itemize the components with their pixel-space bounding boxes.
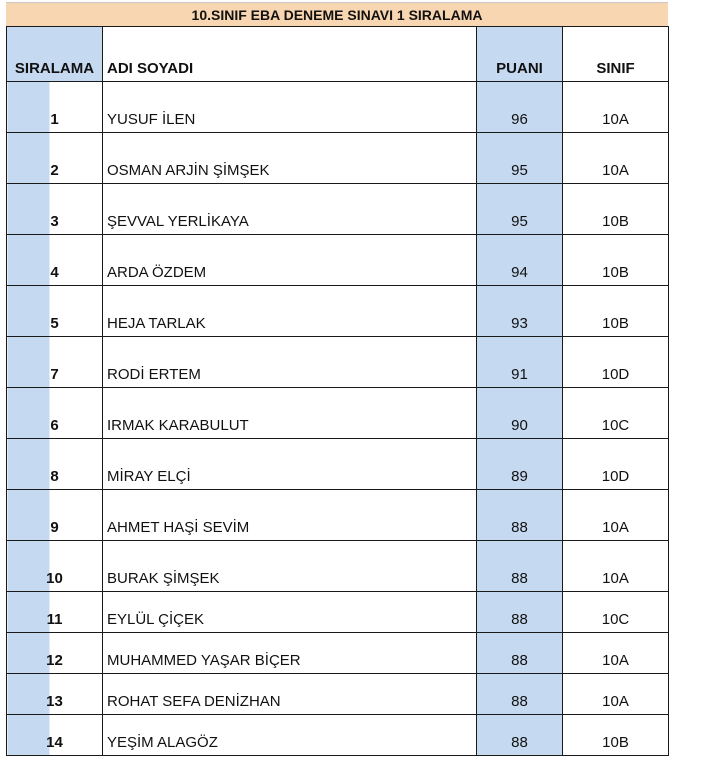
table-row xyxy=(7,235,669,286)
class-cell: 10B xyxy=(563,235,669,286)
score-cell: 88 xyxy=(477,592,563,633)
score-cell: 88 xyxy=(477,541,563,592)
table-row xyxy=(7,541,669,592)
class-cell: 10A xyxy=(563,82,669,133)
table-row xyxy=(7,490,669,541)
score-cell: 94 xyxy=(477,235,563,286)
table-row xyxy=(7,674,669,715)
class-cell: 10A xyxy=(563,674,669,715)
class-cell: 10B xyxy=(563,184,669,235)
rank-cell: 1 xyxy=(7,82,103,133)
class-cell: 10D xyxy=(563,337,669,388)
class-cell: 10A xyxy=(563,133,669,184)
table-row xyxy=(7,133,669,184)
class-cell: 10C xyxy=(563,388,669,439)
score-cell: 90 xyxy=(477,388,563,439)
rank-cell: 11 xyxy=(7,592,103,633)
name-cell: ROHAT SEFA DENİZHAN xyxy=(103,674,477,715)
rank-cell: 2 xyxy=(7,133,103,184)
rank-cell: 7 xyxy=(7,337,103,388)
class-cell: 10B xyxy=(563,715,669,756)
table-row xyxy=(7,82,669,133)
class-cell: 10A xyxy=(563,490,669,541)
score-cell: 95 xyxy=(477,184,563,235)
ranking-table xyxy=(6,26,669,756)
table-row xyxy=(7,337,669,388)
name-cell: IRMAK KARABULUT xyxy=(103,388,477,439)
score-cell: 88 xyxy=(477,674,563,715)
class-cell: 10A xyxy=(563,633,669,674)
table-row xyxy=(7,439,669,490)
name-cell: ŞEVVAL YERLİKAYA xyxy=(103,184,477,235)
class-cell: 10D xyxy=(563,439,669,490)
name-cell: YEŞİM ALAGÖZ xyxy=(103,715,477,756)
score-cell: 88 xyxy=(477,715,563,756)
class-cell: 10B xyxy=(563,286,669,337)
name-cell: BURAK ŞİMŞEK xyxy=(103,541,477,592)
table-row xyxy=(7,715,669,756)
rank-cell: 4 xyxy=(7,235,103,286)
score-cell: 96 xyxy=(477,82,563,133)
name-cell: HEJA TARLAK xyxy=(103,286,477,337)
class-cell: 10A xyxy=(563,541,669,592)
rank-cell: 8 xyxy=(7,439,103,490)
table-row xyxy=(7,388,669,439)
header-row xyxy=(7,27,669,82)
name-cell: MİRAY ELÇİ xyxy=(103,439,477,490)
score-cell: 88 xyxy=(477,633,563,674)
header-name: ADI SOYADI xyxy=(103,27,477,82)
name-cell: OSMAN ARJİN ŞİMŞEK xyxy=(103,133,477,184)
score-cell: 93 xyxy=(477,286,563,337)
table-row xyxy=(7,286,669,337)
name-cell: RODİ ERTEM xyxy=(103,337,477,388)
rank-cell: 14 xyxy=(7,715,103,756)
score-cell: 95 xyxy=(477,133,563,184)
name-cell: AHMET HAŞİ SEVİM xyxy=(103,490,477,541)
table-row xyxy=(7,592,669,633)
score-cell: 91 xyxy=(477,337,563,388)
rank-cell: 9 xyxy=(7,490,103,541)
table-row xyxy=(7,633,669,674)
rank-cell: 10 xyxy=(7,541,103,592)
score-cell: 89 xyxy=(477,439,563,490)
sheet-title: 10.SINIF EBA DENEME SINAVI 1 SIRALAMA xyxy=(6,2,668,28)
rank-cell: 12 xyxy=(7,633,103,674)
header-rank: SIRALAMA xyxy=(7,27,103,82)
header-score: PUANI xyxy=(477,27,563,82)
class-cell: 10C xyxy=(563,592,669,633)
name-cell: ARDA ÖZDEM xyxy=(103,235,477,286)
name-cell: MUHAMMED YAŞAR BİÇER xyxy=(103,633,477,674)
header-class: SINIF xyxy=(563,27,669,82)
name-cell: EYLÜL ÇİÇEK xyxy=(103,592,477,633)
rank-cell: 5 xyxy=(7,286,103,337)
name-cell: YUSUF İLEN xyxy=(103,82,477,133)
score-cell: 88 xyxy=(477,490,563,541)
rank-cell: 3 xyxy=(7,184,103,235)
rank-cell: 13 xyxy=(7,674,103,715)
table-row xyxy=(7,184,669,235)
rank-cell: 6 xyxy=(7,388,103,439)
